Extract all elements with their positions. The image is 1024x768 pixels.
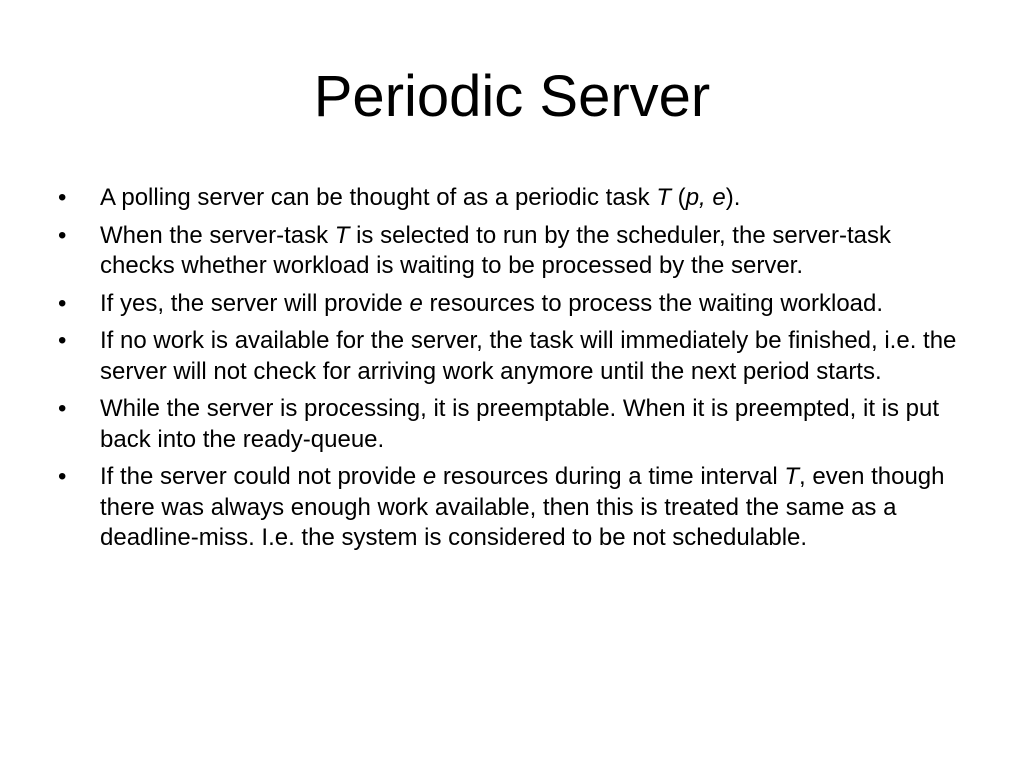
bullet-text xyxy=(100,222,891,280)
bullet-text-run: ( xyxy=(671,184,686,211)
bullet-item xyxy=(56,462,961,554)
bullet-text-run: If yes, the server will provide xyxy=(100,289,410,317)
bullet-text xyxy=(100,184,740,211)
bullet-text xyxy=(100,327,956,385)
bullet-marker: • xyxy=(58,184,67,211)
bullet-text-run: resources during a time interval xyxy=(436,463,785,490)
bullet-text-run: ). xyxy=(725,184,741,211)
slide-title: Periodic Server xyxy=(313,64,711,129)
italic-symbol: T xyxy=(784,463,800,490)
bullet-text-run: If the server could not provide xyxy=(100,463,423,490)
bullet-text-run: A polling server can be thought of as a periodic task xyxy=(100,184,657,211)
bullet-text-run: If no work is available for the server, the task will immediately be finished, i.e. the server will not check for arriving work anymore until the next period starts. xyxy=(100,327,957,385)
bullet-marker: • xyxy=(58,327,67,354)
bullet-item xyxy=(56,394,961,455)
bullet-text-run: While the server is processing, it is preemptable. When it is preempted, it is put back into the ready-queue. xyxy=(100,395,940,453)
bullet-marker: • xyxy=(58,463,67,490)
bullet-item xyxy=(56,289,961,320)
bullet-text-run: , even though there was always enough work available, then this is treated the same as a deadline-miss. I.e. the system is considered to be not schedulable. xyxy=(100,463,945,551)
italic-symbol: e xyxy=(409,289,423,317)
italic-symbol: p, e xyxy=(685,184,726,211)
italic-symbol: e xyxy=(422,463,437,490)
bullet-item xyxy=(56,183,961,214)
bullet-item xyxy=(56,326,961,387)
bullet-marker: • xyxy=(58,289,67,317)
bullet-text-run: When the server-task xyxy=(100,221,335,249)
bullet-item xyxy=(56,221,961,282)
bullet-text xyxy=(100,290,883,317)
bullet-marker: • xyxy=(58,221,67,249)
bullet-text-run: is selected to run by the scheduler, the server-task checks whether workload is waiting to be processed by the server. xyxy=(100,221,892,279)
italic-symbol: T xyxy=(656,184,672,211)
bullet-text-run: resources to process the waiting workload. xyxy=(422,289,884,317)
bullet-text xyxy=(100,463,944,551)
bullet-marker: • xyxy=(58,395,67,422)
italic-symbol: T xyxy=(334,221,350,249)
bullet-list xyxy=(56,183,961,561)
bullet-text xyxy=(100,395,939,453)
